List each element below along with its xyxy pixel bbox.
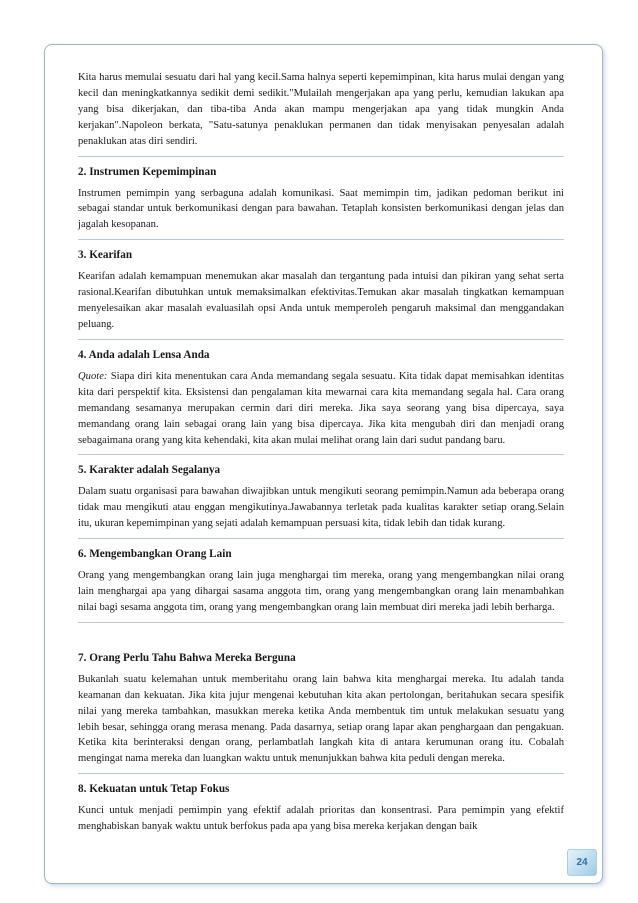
section-divider: [78, 622, 564, 623]
quote-label: Quote:: [78, 370, 108, 382]
heading-kearifan: 3. Kearifan: [78, 249, 133, 262]
heading-lensa-anda: 4. Anda adalah Lensa Anda: [78, 348, 210, 361]
heading-kekuatan-fokus: 8. Kekuatan untuk Tetap Fokus: [78, 783, 230, 796]
heading-mengembangkan-orang-lain: 6. Mengembangkan Orang Lain: [78, 548, 232, 561]
paragraph-instrumen-kepemimpinan: Instrumen pemimpin yang serbaguna adalah komunikasi. Saat memimpin tim, jadikan pedoman berikut ini sebagai standar untuk berkomunikasi dengan para bawahan. Tetaplah konsisten berkomunikasi dengan jelas dan jagalah kesopanan.: [78, 187, 564, 231]
paragraph-lensa-anda: [78, 369, 564, 449]
paragraph-kekuatan-fokus: Kunci untuk menjadi pemimpin yang efektif adalah prioritas dan konsentrasi. Para pemimpin yang efektif menghabiskan banyak waktu untuk berfokus pada apa yang bisa mereka kerjakan dengan baik: [78, 805, 564, 833]
page-number-badge: 24: [567, 849, 597, 876]
heading-orang-perlu-tahu: 7. Orang Perlu Tahu Bahwa Mereka Berguna: [78, 651, 296, 664]
document-body: [78, 70, 564, 835]
paragraph-kearifan: Kearifan adalah kemampuan menemukan akar masalah dan tergantung pada intuisi dan pikiran yang sehat serta rasional.Kearifan dibutuhkan untuk memaksimalkan efektivitas.Temukan akar masalah tingkatkan kemampuan menyelesaikan akar masalah evaluasilah opsi Anda untuk memperoleh pengaruh maksimal dan menggandakan peluang.: [78, 271, 564, 330]
quote-text: Siapa diri kita menentukan cara Anda memandang segala sesuatu. Kita tidak dapat memisahkan identitas kita dari perspektif kita. Eksistensi dan pengalaman kita mewarnai cara kita memandang segala hal. Cara orang memandang sesamanya merupakan cermin dari diri mereka. Jika saya seorang yang bisa dipercaya, saya memandang orang lain sebagai orang lain yang bisa dipercaya. Jika kita mengubah diri dan menjadi orang sebagaimana orang yang kita kehendaki, kita akan mulai melihat orang lain dari sudut pandang baru.: [78, 370, 564, 446]
heading-karakter: 5. Karakter adalah Segalanya: [78, 464, 221, 477]
intro-paragraph: Kita harus memulai sesuatu dari hal yang kecil.Sama halnya seperti kepemimpinan, kita harus mulai dengan yang kecil dan meningkatkannya sedikit demi sedikit."Mulailah mengerjakan apa yang perlu, kemudian lakukan apa yang bisa dikerjakan, dan tiba-tiba Anda akan mampu mengerjakan apa yang tidak mungkin Anda kerjakan".Napoleon berkata, "Satu-satunya penaklukan permanen dan tidak menyisakan penyesalan adalah penaklukan atas diri sendiri.: [78, 72, 564, 147]
heading-instrumen-kepemimpinan: 2. Instrumen Kepemimpinan: [78, 165, 217, 178]
paragraph-mengembangkan-orang-lain: Orang yang mengembangkan orang lain juga menghargai tim mereka, orang yang mengembangkan nilai orang lain menghargai apa yang dihargai sasama anggota tim, orang yang mengembangkan orang lain menambahkan nilai bagi sesama anggota tim, orang yang mengembangkan orang lain membuat diri mereka jadi lebih berharga.: [78, 570, 564, 613]
paragraph-orang-perlu-tahu: Bukanlah suatu kelemahan untuk memberitahu orang lain bahwa kita menghargai mereka. Itu adalah tanda keamanan dan kekuatan. Jika kita jujur mengenai kebutuhan kita akan pertolongan, beritahukan secara spesifik nilai yang mereka tambahkan, masukkan mereka ketika Anda membentuk tim untuk melakukan sesuatu yang lebih besar, sehingga orang merasa menang. Pada dasarnya, setiap orang lapar akan penghargaan dan pengakuan. Ketika kita berinteraksi dengan orang, perlambatlah langkah kita di antara kerumunan orang itu. Cobalah mengingat nama mereka dan luangkan waktu untuk menunjukkan bahwa kita peduli dengan mereka.: [78, 673, 564, 765]
paragraph-karakter: Dalam suatu organisasi para bawahan diwajibkan untuk mengikuti seorang pemimpin.Namun ada beberapa orang tidak mau mengikuti atau enggan mengikutinya.Jawabannya terletak pada kualitas karakter setiap orang.Selain itu, ukuran kepemimpinan yang sejati adalah kemampuan persuasi kita, tidak lebih dan tidak kurang.: [78, 486, 564, 530]
